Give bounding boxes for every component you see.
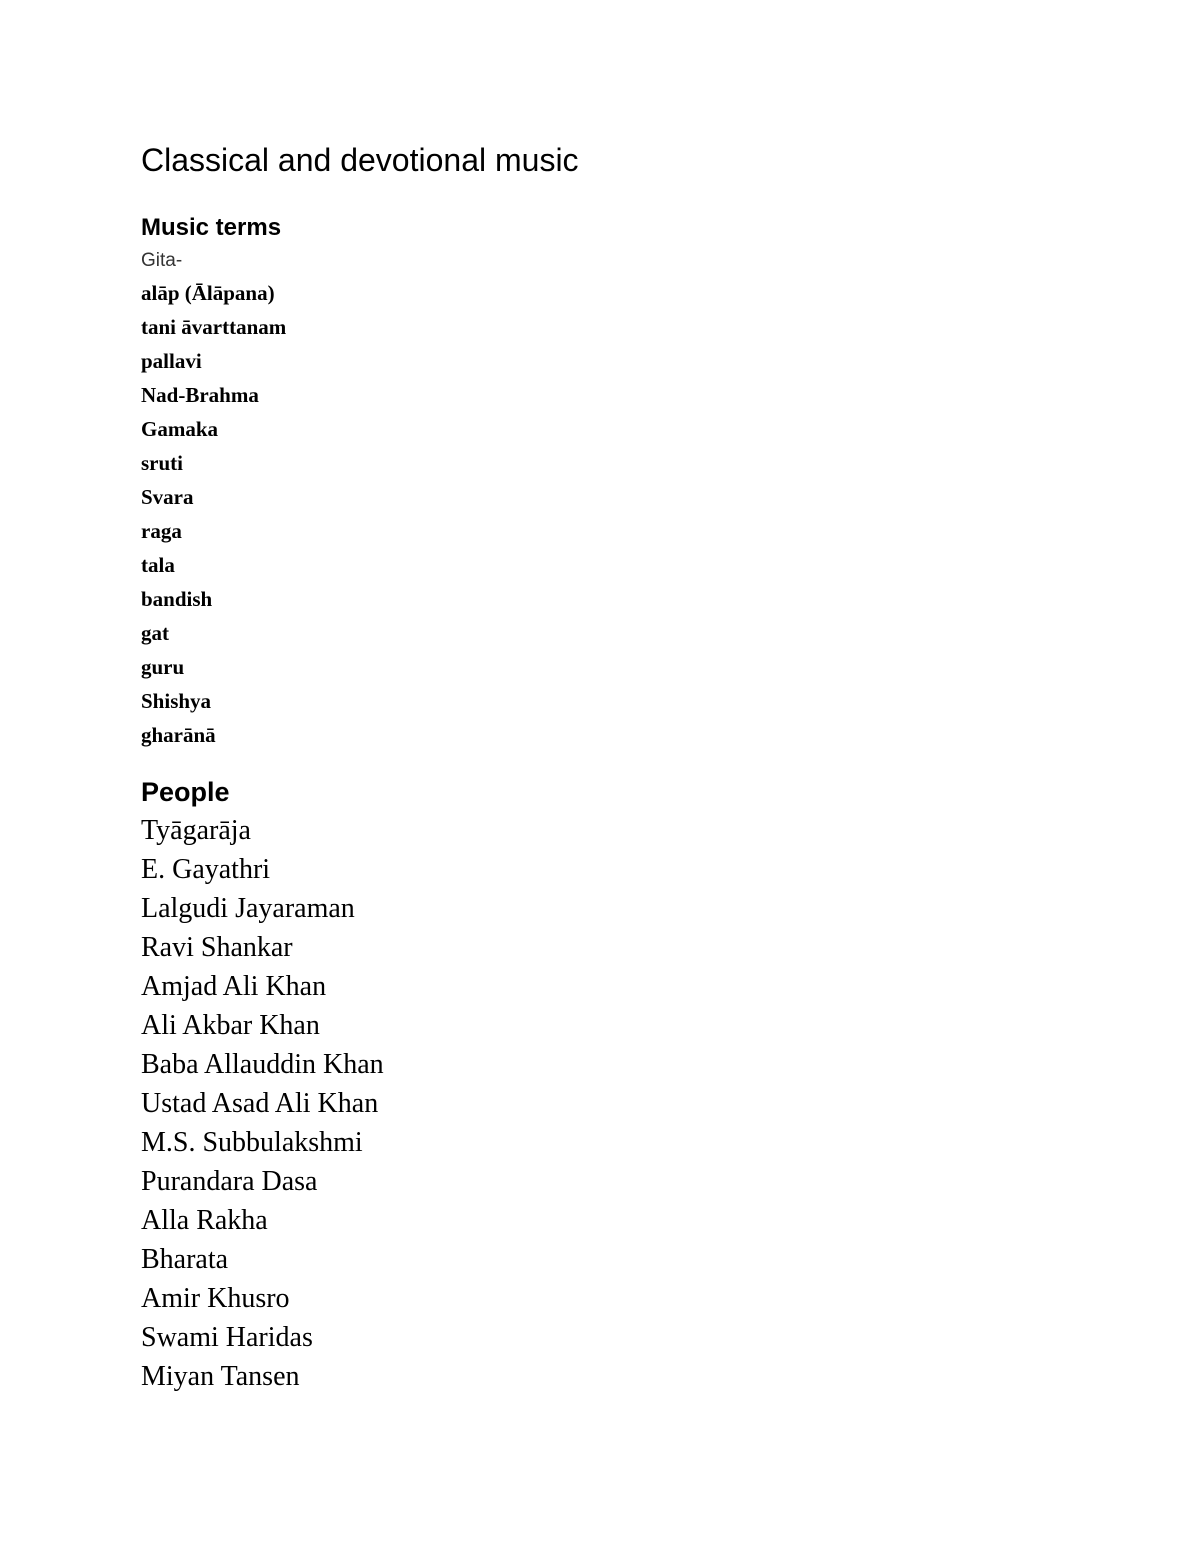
- music-term-item: Gamaka: [141, 417, 219, 441]
- person-item: Bharata: [141, 1244, 229, 1275]
- music-term-item: guru: [141, 655, 185, 679]
- people-list: [141, 811, 384, 1396]
- people-heading: People: [141, 777, 230, 807]
- person-item: Purandara Dasa: [141, 1166, 318, 1197]
- person-item: Tyāgarāja: [141, 815, 251, 846]
- person-item: Amir Khusro: [141, 1283, 290, 1314]
- person-item: Lalgudi Jayaraman: [141, 893, 355, 924]
- person-item: Swami Haridas: [141, 1322, 313, 1353]
- person-item: Ravi Shankar: [141, 932, 293, 963]
- music-term-item: raga: [141, 519, 182, 543]
- document-title: Classical and devotional music: [141, 142, 579, 178]
- music-terms-intro: Gita-: [141, 250, 183, 271]
- person-item: M.S. Subbulakshmi: [141, 1127, 363, 1158]
- music-terms-list: [141, 276, 286, 752]
- music-term-item: sruti: [141, 451, 183, 475]
- music-term-item: gat: [141, 621, 169, 645]
- person-item: Miyan Tansen: [141, 1361, 300, 1392]
- music-term-item: Shishya: [141, 689, 212, 713]
- person-item: Ali Akbar Khan: [141, 1010, 320, 1041]
- person-item: Alla Rakha: [141, 1205, 268, 1236]
- person-item: Ustad Asad Ali Khan: [141, 1088, 379, 1119]
- person-item: Amjad Ali Khan: [141, 971, 327, 1002]
- person-item: Baba Allauddin Khan: [141, 1049, 384, 1080]
- music-term-item: tani āvarttanam: [141, 315, 287, 339]
- person-item: E. Gayathri: [141, 854, 271, 885]
- music-term-item: alāp (Ālāpana): [141, 281, 275, 305]
- music-term-item: gharānā: [141, 723, 216, 747]
- music-term-item: Svara: [141, 485, 194, 509]
- music-terms-heading: Music terms: [141, 214, 282, 241]
- music-term-item: tala: [141, 553, 175, 577]
- music-term-item: pallavi: [141, 349, 202, 373]
- music-term-item: Nad-Brahma: [141, 383, 259, 407]
- music-term-item: bandish: [141, 587, 213, 611]
